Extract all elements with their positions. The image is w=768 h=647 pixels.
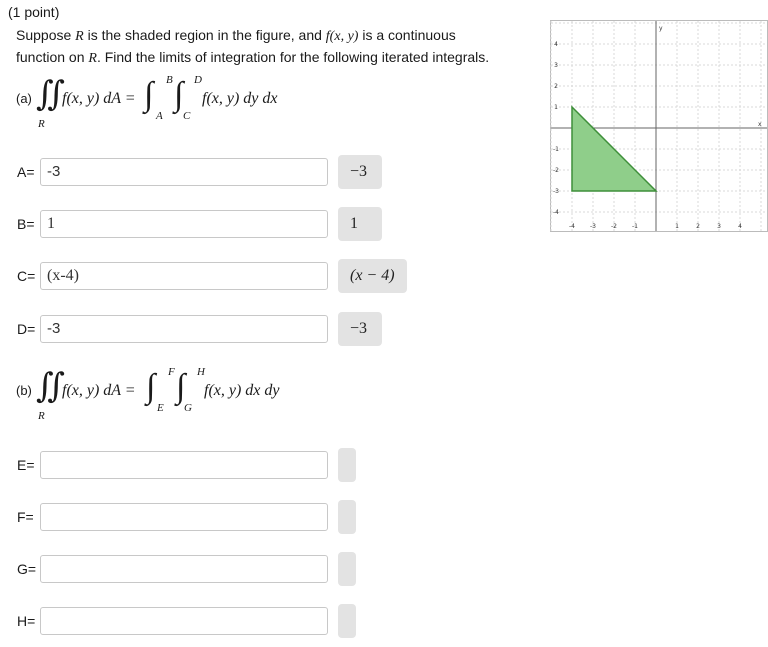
x-tick-label: -4 — [569, 223, 575, 230]
region-graph — [550, 20, 768, 232]
preview-a: −3 — [338, 155, 382, 189]
x-tick-label: 4 — [738, 223, 742, 230]
y-axis-label: y — [659, 25, 663, 32]
lim-d: D — [194, 74, 202, 86]
field-label-f: F= — [17, 509, 34, 525]
answer-input-e[interactable] — [40, 451, 328, 479]
y-tick-label: 1 — [554, 104, 558, 111]
answer-input-f[interactable] — [40, 503, 328, 531]
preview-e — [338, 448, 356, 482]
problem-statement: Suppose R is the shaded region in the figure, and f(x, y) is a continuous function on R. Find the limits of integration for the following iterated integrals. — [16, 27, 490, 66]
answer-input-a[interactable]: -3 — [40, 158, 328, 186]
field-label-d: D= — [17, 321, 36, 337]
field-label-g: G= — [17, 561, 37, 577]
double-integral-sign: ∬ — [36, 76, 65, 113]
points-label: (1 point) — [8, 4, 60, 20]
integrand-left: f(x, y) dA = — [62, 90, 136, 107]
x-tick-label: -3 — [590, 223, 596, 230]
integrand-right: f(x, y) dx dy — [204, 382, 280, 399]
answer-input-c[interactable]: (x-4) — [40, 262, 328, 290]
field-label-a: A= — [17, 164, 35, 180]
answer-input-h[interactable] — [40, 607, 328, 635]
lim-h: H — [197, 366, 205, 378]
lim-c: C — [183, 110, 191, 122]
y-tick-label: 3 — [554, 62, 558, 69]
outer-integral-sign: ∫ — [146, 368, 156, 405]
part-a-label: (a) — [16, 91, 32, 106]
region-label: R — [38, 118, 45, 130]
preview-b: 1 — [338, 207, 382, 241]
answer-input-b[interactable]: 1 — [40, 210, 328, 238]
inner-integral-sign: ∫ — [176, 368, 186, 405]
field-label-e: E= — [17, 457, 35, 473]
part-b-equation — [16, 368, 316, 428]
x-tick-label: 3 — [717, 223, 721, 230]
lim-e: E — [157, 402, 164, 414]
y-tick-label: -1 — [553, 146, 559, 153]
y-tick-label: 4 — [554, 41, 558, 48]
integrand-right: f(x, y) dy dx — [202, 90, 278, 107]
part-a-equation — [16, 76, 316, 136]
answer-input-d[interactable]: -3 — [40, 315, 328, 343]
preview-g — [338, 552, 356, 586]
region-label: R — [38, 410, 45, 422]
lim-b: B — [166, 74, 173, 86]
y-tick-label: -4 — [553, 209, 559, 216]
preview-c: (x − 4) — [338, 259, 407, 293]
inner-integral-sign: ∫ — [174, 76, 184, 113]
x-tick-label: -1 — [632, 223, 638, 230]
y-tick-label: 2 — [554, 83, 558, 90]
preview-h — [338, 604, 356, 638]
field-label-h: H= — [17, 613, 36, 629]
integrand-left: f(x, y) dA = — [62, 382, 136, 399]
field-label-b: B= — [17, 216, 35, 232]
double-integral-sign: ∬ — [36, 368, 65, 405]
lim-f: F — [168, 366, 175, 378]
x-tick-label: 2 — [696, 223, 700, 230]
preview-d: −3 — [338, 312, 382, 346]
y-tick-label: -2 — [553, 167, 559, 174]
outer-integral-sign: ∫ — [144, 76, 154, 113]
field-label-c: C= — [17, 268, 36, 284]
part-b-label: (b) — [16, 383, 32, 398]
x-tick-label: 1 — [675, 223, 679, 230]
answer-input-g[interactable] — [40, 555, 328, 583]
x-axis-label: x — [758, 121, 762, 128]
lim-g: G — [184, 402, 192, 414]
lim-a: A — [156, 110, 163, 122]
preview-f — [338, 500, 356, 534]
x-tick-label: -2 — [611, 223, 617, 230]
y-tick-label: -3 — [553, 188, 559, 195]
